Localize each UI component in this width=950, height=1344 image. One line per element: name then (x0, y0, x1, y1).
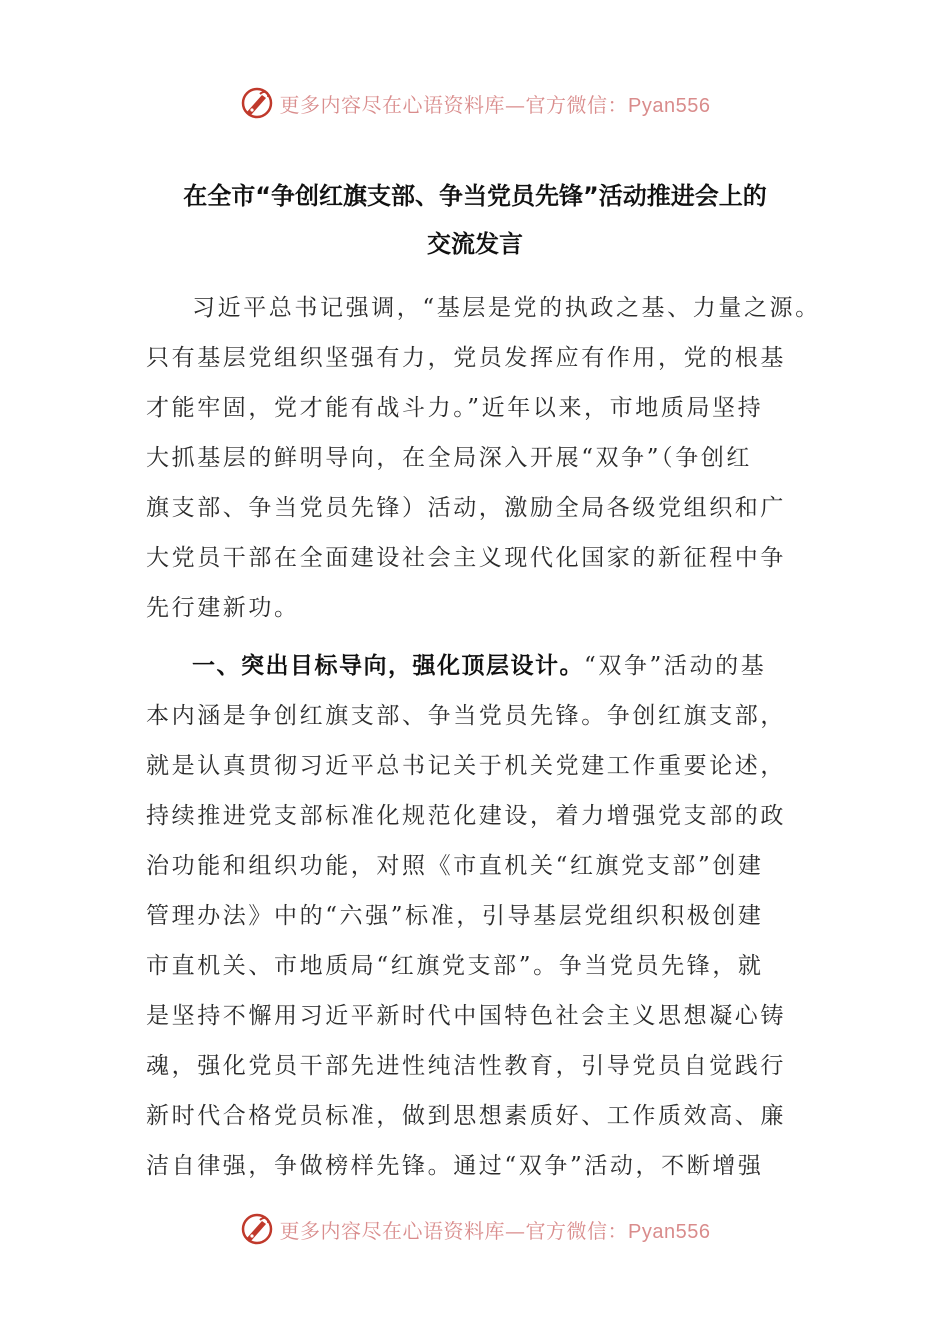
watermark-text: 更多内容尽在心语资料库—官方微信：Pyan556 (279, 92, 711, 117)
text-line: 管理办法》中的“六强”标准，引导基层党组织积极创建 (146, 903, 764, 929)
header-watermark (0, 86, 950, 120)
text-line: 本内涵是争创红旗支部、争当党员先锋。争创红旗支部， (146, 703, 786, 729)
watermark-wechat-id: Pyan556 (628, 1220, 711, 1243)
pen-nib-icon (240, 1212, 274, 1246)
footer-watermark (0, 1212, 950, 1246)
watermark-wechat-id: Pyan556 (628, 94, 711, 117)
text-line: 先行建新功。 (146, 595, 300, 621)
document-title (0, 172, 950, 268)
paragraph-section-1 (146, 641, 810, 1191)
title-line-1: 在全市“争创红旗支部、争当党员先锋”活动推进会上的 (183, 182, 767, 210)
watermark-text: 更多内容尽在心语资料库—官方微信：Pyan556 (279, 1218, 711, 1243)
section-heading: 一、突出目标导向，强化顶层设计。 (192, 653, 584, 679)
title-line-2: 交流发言 (427, 230, 523, 258)
text-line (146, 641, 810, 691)
text-line: 市直机关、市地质局“红旗党支部”。争当党员先锋，就 (146, 953, 764, 979)
paragraph-intro (146, 283, 821, 633)
text-line: 新时代合格党员标准，做到思想素质好、工作质效高、廉 (146, 1103, 786, 1129)
text-line: 习近平总书记强调，“基层是党的执政之基、力量之源。 (192, 295, 821, 321)
text-line: 是坚持不懈用习近平新时代中国特色社会主义思想凝心铸 (146, 1003, 786, 1029)
text-line: 持续推进党支部标准化规范化建设，着力增强党支部的政 (146, 803, 786, 829)
text-line: 大抓基层的鲜明导向，在全局深入开展“双争”（争创红 (146, 445, 753, 471)
text-line: 洁自律强，争做榜样先锋。通过“双争”活动，不断增强 (146, 1153, 764, 1179)
text-line: 治功能和组织功能，对照《市直机关“红旗党支部”创建 (146, 853, 764, 879)
text-line: 只有基层党组织坚强有力，党员发挥应有作用，党的根基 (146, 345, 786, 371)
text-run: “双争”活动的基 (584, 653, 767, 679)
text-line: 魂，强化党员干部先进性纯洁性教育，引导党员自觉践行 (146, 1053, 786, 1079)
pen-nib-icon (240, 86, 274, 120)
text-line: 旗支部、争当党员先锋）活动，激励全局各级党组织和广 (146, 495, 786, 521)
text-line: 才能牢固，党才能有战斗力。”近年以来，市地质局坚持 (146, 395, 764, 421)
text-line: 就是认真贯彻习近平总书记关于机关党建工作重要论述， (146, 753, 786, 779)
text-line: 大党员干部在全面建设社会主义现代化国家的新征程中争 (146, 545, 786, 571)
